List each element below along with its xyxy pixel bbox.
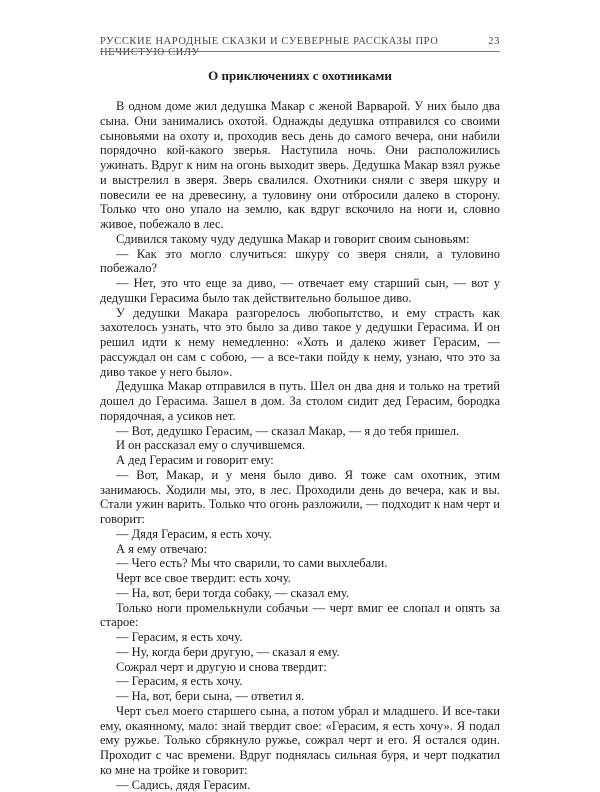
story-title: О приключениях с охотниками [100,68,500,84]
running-header [100,36,500,58]
header-rule [100,51,500,52]
paragraph: — Герасим, я есть хочу. [100,630,500,645]
paragraph: — Чего есть? Мы что сварили, то сами выхлебали. [100,556,500,571]
paragraph: — Садись, дядя Герасим. [100,778,500,792]
paragraph: — Как это могло случиться: шкуру со зверя сняли, а туловино побежало? [100,247,500,277]
paragraph: И он рассказал ему о случившемся. [100,438,500,453]
paragraph: Сожрал черт и другую и снова твердит: [100,660,500,675]
paragraph: — Дядя Герасим, я есть хочу. [100,527,500,542]
paragraph: — Вот, дедушко Герасим, — сказал Макар, — я до тебя пришел. [100,424,500,439]
paragraph: — Вот, Макар, и у меня было диво. Я тоже сам охотник, этим занимаюсь. Ходили мы, это, в лес. Проходили день до вечера, как и вы. Стали ужин варить. Только что огонь разложили, — подходит к нам черт и говорит: [100,468,500,527]
paragraph: Черт все свое твердит: есть хочу. [100,571,500,586]
paragraph: — На, вот, бери сына, — ответил я. [100,689,500,704]
paragraph: В одном доме жил дедушка Макар с женой Варварой. У них было два сына. Они занимались охотой. Однажды дедушка отправился со своими сыновьями на охоту и, проходив весь день до самого вечера, они набили порядочно кой-какого зверья. Наступила ночь. Они расположились ужинать. Вдруг к ним на огонь выходит зверь. Дедушка Макар взял ружье и выстрелил в зверя. Зверь свалился. Охотники сняли с зверя шкуру и повесили ее на древесину, а туловину они отбросили далеко в сторону. Только что оно упало на землю, как вдруг вскочило на ноги и, словно живое, побежало в лес. [100,99,500,232]
page-number: 23 [488,36,500,47]
running-title: РУССКИЕ НАРОДНЫЕ СКАЗКИ И СУЕВЕРНЫЕ РАССКАЗЫ ПРО НЕЧИСТУЮ СИЛУ [100,36,488,58]
paragraph: Сдивился такому чуду дедушка Макар и говорит своим сыновьям: [100,232,500,247]
paragraph: Черт съел моего старшего сына, а потом убрал и младшего. И все-таки ему, окаянному, мало: знай твердит свое: «Герасим, я есть хочу». Я подал ему ружье. Только сбрякнуло ружье, сожрал черт и его. Я остался один. Проходит с час времени. Вдруг поднялась сильная буря, и черт подкатил ко мне на тройке и говорит: [100,704,500,778]
story-body [100,99,500,792]
paragraph: — Нет, это что еще за диво, — отвечает ему старший сын, — вот у дедушки Герасима было так действительно большое диво. [100,276,500,306]
paragraph: — Герасим, я есть хочу. [100,674,500,689]
paragraph: У дедушки Макара разгорелось любопытство, и ему страсть как захотелось узнать, что это было за диво такое у дедушки Герасима. И он решил идти к нему немедленно: «Хоть и далеко живет Герасим, — рассуждал он сам с собою, — а все-таки пойду к нему, узнаю, что это за диво такое у него было». [100,306,500,380]
paragraph: Только ноги промелькнули собачьи — черт вмиг ее слопал и опять за старое: [100,601,500,631]
paragraph: — Ну, когда бери другую, — сказал я ему. [100,645,500,660]
paragraph: Дедушка Макар отправился в путь. Шел он два дня и только на третий дошел до Герасима. Зашел в дом. За столом сидит дед Герасим, бородка порядочная, а усиков нет. [100,379,500,423]
paragraph: — На, вот, бери тогда собаку, — сказал ему. [100,586,500,601]
paragraph: А дед Герасим и говорит ему: [100,453,500,468]
paragraph: А я ему отвечаю: [100,542,500,557]
